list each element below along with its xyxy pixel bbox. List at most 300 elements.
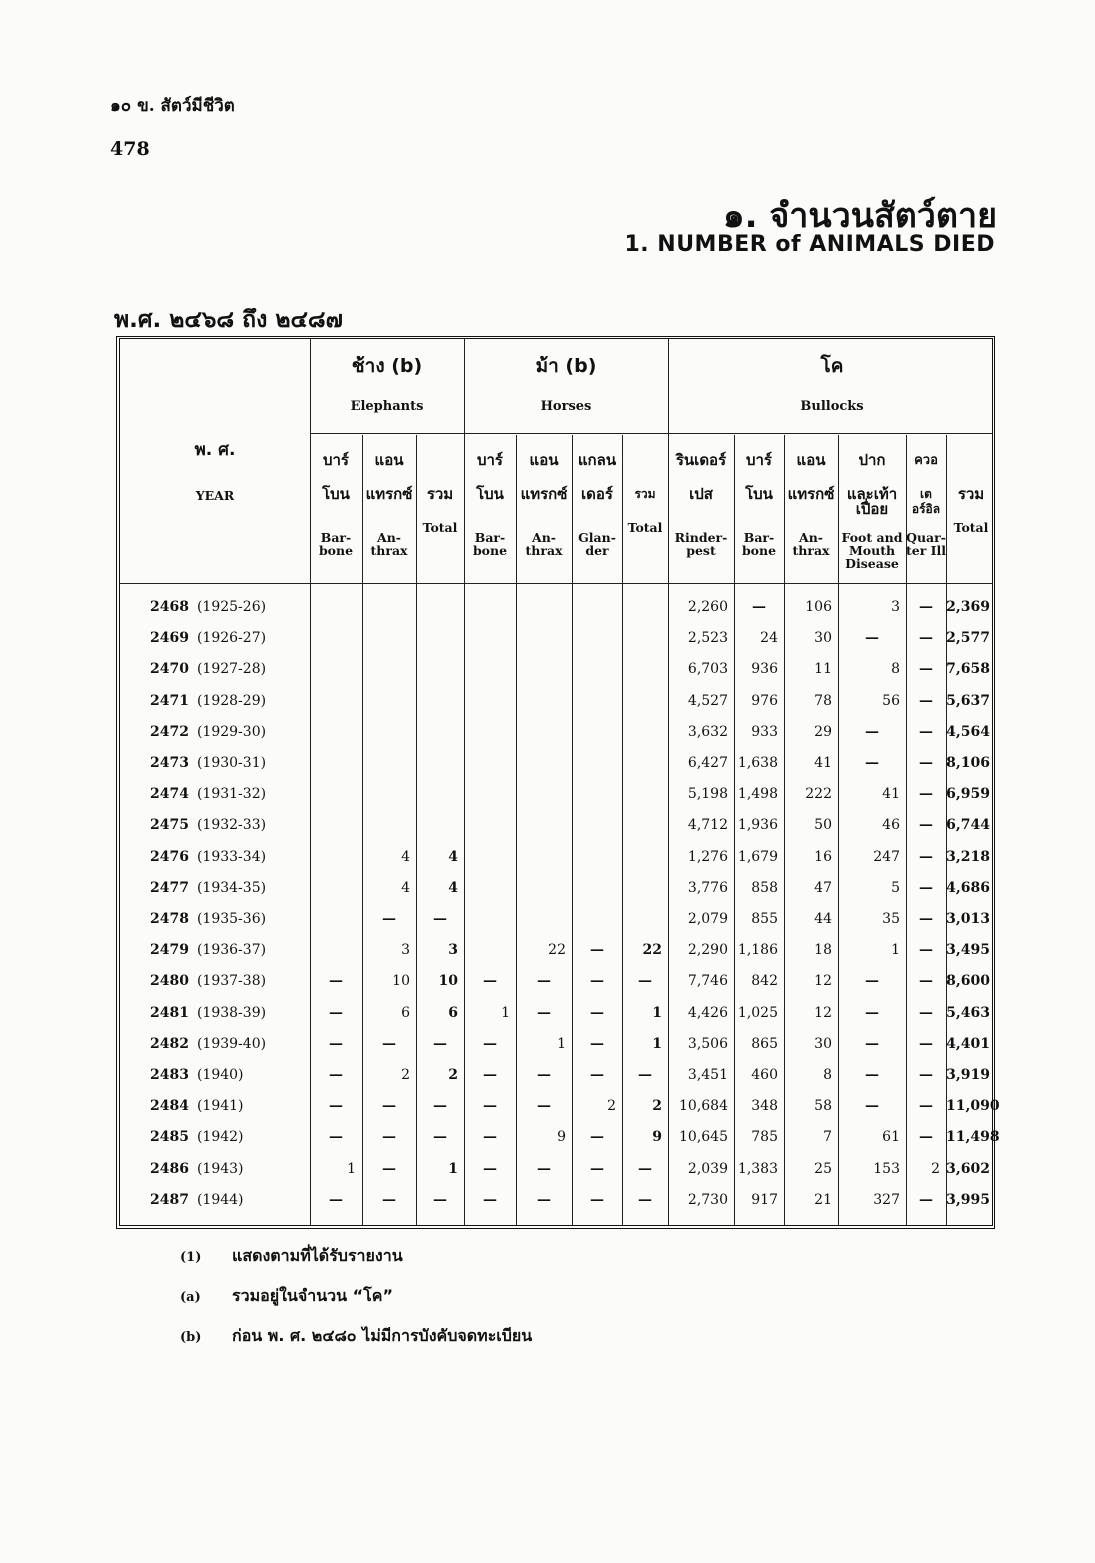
table-cell: —: [537, 1191, 551, 1208]
year-cell: [150, 717, 266, 748]
table-cell: —: [329, 1098, 343, 1115]
column-header-thai: ควอ: [914, 453, 938, 468]
table-cell: 35: [882, 911, 900, 927]
table-row: [120, 1154, 992, 1185]
gregorian-year: (1941): [196, 1098, 244, 1115]
table-row: [120, 810, 992, 841]
table-cell: 4,527: [687, 692, 728, 709]
table-row: [120, 873, 992, 904]
year-cell: [150, 904, 266, 935]
table-cell: 106: [805, 599, 832, 615]
buddhist-year: 2487: [150, 1191, 189, 1208]
table-cell: 41: [882, 786, 900, 803]
table-cell: —: [329, 1129, 343, 1146]
table-cell: —: [865, 1035, 879, 1052]
column-header-thai: แอน: [529, 451, 559, 469]
table-cell: —: [919, 973, 933, 990]
table-cell: —: [919, 817, 933, 834]
buddhist-year: 2486: [150, 1160, 189, 1177]
table-cell: 785: [751, 1129, 778, 1146]
year-cell: [150, 1154, 244, 1185]
year-cell: [150, 623, 266, 654]
table-cell: 3: [448, 942, 458, 959]
table-cell: —: [483, 973, 497, 990]
table-cell: —: [638, 973, 652, 990]
column-header-english: An- thrax: [370, 530, 408, 558]
column-header-thai: โบน: [476, 485, 504, 503]
gregorian-year: (1926-27): [196, 630, 267, 647]
table-cell: —: [919, 630, 933, 647]
table-cell: 2: [607, 1098, 616, 1115]
year-cell: [150, 592, 266, 623]
table-cell: 50: [814, 817, 832, 834]
table-cell: —: [483, 1035, 497, 1052]
table-cell: 8,600: [946, 973, 990, 990]
table-cell: 1: [347, 1160, 356, 1177]
table-cell: 3,995: [946, 1191, 990, 1208]
gregorian-year: (1940): [196, 1067, 244, 1083]
table-cell: 348: [751, 1098, 778, 1115]
group-header-english: Horses: [540, 399, 592, 414]
animals-died-table: [116, 336, 1000, 1229]
table-cell: —: [329, 1035, 343, 1052]
table-cell: 6,703: [687, 661, 728, 678]
table-cell: 46: [882, 817, 900, 834]
column-header-english: Glan- der: [578, 530, 616, 558]
column-header-thai: รวม: [957, 485, 985, 503]
column-header-english: Bar- bone: [318, 530, 354, 558]
table-row: [120, 592, 992, 623]
gregorian-year: (1938-39): [196, 1004, 267, 1021]
table-cell: 2,039: [687, 1160, 728, 1177]
table-cell: 8: [823, 1067, 832, 1083]
table-cell: —: [919, 848, 933, 865]
table-cell: 3,632: [687, 723, 728, 740]
table-cell: 858: [751, 879, 778, 896]
footnote: [180, 1244, 403, 1269]
table-cell: 21: [814, 1191, 832, 1208]
table-cell: 460: [751, 1067, 778, 1083]
gregorian-year: (1929-30): [196, 723, 267, 740]
column-header-english: Quar- ter Ill: [906, 530, 947, 558]
table-cell: 4,686: [946, 879, 990, 896]
table-cell: 1: [891, 942, 900, 959]
table-row: [120, 654, 992, 685]
table-cell: —: [537, 973, 551, 990]
table-cell: 842: [751, 973, 778, 990]
gregorian-year: (1927-28): [196, 661, 267, 678]
year-cell: [150, 686, 266, 717]
table-cell: 6,959: [946, 786, 990, 803]
table-cell: —: [865, 1098, 879, 1115]
buddhist-year: 2474: [150, 786, 189, 803]
table-cell: —: [919, 911, 933, 927]
table-cell: 8,106: [946, 755, 990, 771]
table-cell: —: [919, 661, 933, 678]
column-header-thai: ปาก: [858, 451, 886, 469]
table-row: [120, 748, 992, 779]
table-cell: 58: [814, 1098, 832, 1115]
table-cell: —: [919, 599, 933, 615]
page-number: 478: [110, 138, 150, 160]
table-cell: 4,426: [687, 1004, 728, 1021]
table-cell: 1,276: [687, 848, 728, 865]
table-cell: 1,186: [737, 942, 778, 959]
table-cell: 29: [814, 723, 832, 740]
buddhist-year: 2481: [150, 1004, 189, 1021]
table-cell: 3,451: [687, 1067, 728, 1083]
table-cell: 4,401: [946, 1035, 990, 1052]
buddhist-year: 2478: [150, 911, 189, 927]
table-row: [120, 623, 992, 654]
year-cell: [150, 842, 266, 873]
table-cell: —: [919, 879, 933, 896]
table-cell: —: [433, 1035, 447, 1052]
table-cell: —: [865, 1067, 879, 1083]
column-header-thai: แทรกซ์: [787, 485, 835, 503]
table-cell: 2: [931, 1160, 940, 1177]
table-cell: 78: [814, 692, 832, 709]
table-cell: —: [382, 911, 396, 927]
table-row: [120, 998, 992, 1029]
column-header-thai: รวม: [426, 485, 454, 503]
year-cell: [150, 810, 266, 841]
table-cell: —: [537, 1067, 551, 1083]
column-header-thai: แทรกซ์: [365, 485, 413, 503]
title-english: 1. NUMBER of ANIMALS DIED: [624, 232, 995, 257]
table-cell: 30: [814, 1035, 832, 1052]
table-cell: —: [382, 1191, 396, 1208]
table-cell: —: [590, 1129, 604, 1146]
table-cell: 7: [823, 1129, 832, 1146]
year-cell: [150, 1029, 266, 1060]
table-cell: 5,198: [687, 786, 728, 803]
year-cell: [150, 873, 266, 904]
table-cell: 25: [814, 1160, 832, 1177]
table-cell: —: [382, 1098, 396, 1115]
title-thai: ๑. จำนวนสัตว์ตาย: [723, 196, 997, 236]
table-cell: —: [433, 1098, 447, 1115]
table-cell: 3,495: [946, 942, 990, 959]
table-cell: —: [382, 1035, 396, 1052]
table-cell: 18: [814, 942, 832, 959]
table-cell: 2,523: [687, 630, 728, 647]
table-cell: 1,638: [737, 755, 778, 771]
table-cell: —: [433, 911, 447, 927]
gregorian-year: (1943): [196, 1160, 244, 1177]
table-row: [120, 717, 992, 748]
column-header-english: Total: [953, 520, 989, 535]
table-cell: 865: [751, 1035, 778, 1052]
buddhist-year: 2479: [150, 942, 189, 959]
group-header-thai: ช้าง (b): [351, 355, 423, 377]
table-cell: —: [638, 1067, 652, 1083]
column-header-english: An- thrax: [792, 530, 830, 558]
table-cell: 11,498: [946, 1129, 1000, 1146]
buddhist-year: 2473: [150, 755, 189, 771]
table-cell: —: [752, 599, 766, 615]
table-cell: —: [919, 755, 933, 771]
gregorian-year: (1933-34): [196, 848, 267, 865]
year-cell: [150, 1060, 244, 1091]
table-cell: 4,712: [687, 817, 728, 834]
buddhist-year: 2477: [150, 879, 189, 896]
table-cell: 4: [448, 848, 458, 865]
table-cell: 2,079: [687, 911, 728, 927]
table-cell: —: [590, 1004, 604, 1021]
table-cell: —: [590, 1191, 604, 1208]
column-header-thai: แกลน: [577, 451, 617, 469]
footnote-key: (b): [180, 1330, 202, 1345]
table-cell: 8: [891, 661, 900, 678]
column-header-thai: แทรกซ์: [520, 485, 568, 503]
table-cell: 2: [652, 1098, 662, 1115]
buddhist-year: 2471: [150, 692, 189, 709]
footnote: [180, 1324, 532, 1349]
table-cell: —: [537, 1160, 551, 1177]
table-cell: 22: [642, 942, 662, 959]
table-cell: 6,427: [687, 755, 728, 771]
table-cell: 933: [751, 723, 778, 740]
buddhist-year: 2469: [150, 630, 189, 647]
buddhist-year: 2475: [150, 817, 189, 834]
table-cell: 47: [814, 879, 832, 896]
table-cell: 10: [438, 973, 458, 990]
table-cell: 2,290: [687, 942, 728, 959]
header-bottom-divider: [120, 583, 992, 584]
column-header-english: Bar- bone: [472, 530, 508, 558]
table-cell: 153: [873, 1160, 900, 1177]
table-cell: 327: [873, 1191, 900, 1208]
table-cell: 2,369: [946, 599, 990, 615]
table-cell: 247: [873, 848, 900, 865]
table-cell: —: [590, 1160, 604, 1177]
table-cell: —: [865, 723, 879, 740]
table-cell: 24: [760, 630, 778, 647]
table-cell: 7,746: [687, 973, 728, 990]
table-cell: 3,218: [946, 848, 990, 865]
buddhist-year: 2472: [150, 723, 189, 740]
table-cell: 10,645: [679, 1129, 728, 1146]
table-cell: 3,506: [687, 1035, 728, 1052]
buddhist-year: 2468: [150, 599, 189, 615]
table-cell: 1: [557, 1035, 566, 1052]
period-label: พ.ศ. ๒๔๖๘ ถึง ๒๔๘๗: [114, 307, 343, 333]
table-cell: —: [590, 1035, 604, 1052]
footnote-key: (a): [180, 1290, 201, 1305]
table-cell: —: [865, 755, 879, 771]
column-header-thai: และเท้าเปื่อย: [846, 485, 898, 518]
buddhist-year: 2482: [150, 1035, 189, 1052]
group-header-thai: ม้า (b): [535, 355, 597, 377]
table-cell: —: [919, 723, 933, 740]
table-cell: 6: [401, 1004, 410, 1021]
table-cell: 1,936: [737, 817, 778, 834]
table-cell: —: [919, 1067, 933, 1083]
table-cell: 1: [501, 1004, 510, 1021]
table-cell: 4,564: [946, 723, 990, 740]
table-cell: —: [919, 1035, 933, 1052]
table-cell: —: [483, 1129, 497, 1146]
column-header-english: Foot and Mouth Disease: [841, 530, 903, 571]
table-cell: 917: [751, 1191, 778, 1208]
column-header-english: Rinder- pest: [674, 530, 728, 558]
group-header-thai: โค: [820, 355, 844, 377]
table-cell: —: [537, 1098, 551, 1115]
year-cell: [150, 966, 266, 997]
gregorian-year: (1925-26): [196, 599, 267, 615]
table-cell: 3,919: [946, 1067, 990, 1083]
column-header-thai: เดอร์: [581, 485, 613, 503]
table-cell: 1: [448, 1160, 458, 1177]
table-cell: 1,383: [737, 1160, 778, 1177]
year-cell: [150, 1185, 244, 1216]
table-cell: —: [919, 692, 933, 709]
year-cell: [150, 779, 266, 810]
column-header-thai: แอน: [374, 451, 404, 469]
table-cell: 4: [448, 879, 458, 896]
table-cell: —: [382, 1129, 396, 1146]
table-cell: 2: [448, 1067, 458, 1083]
year-cell: [150, 998, 266, 1029]
table-cell: —: [329, 973, 343, 990]
table-cell: 9: [557, 1129, 566, 1146]
gregorian-year: (1942): [196, 1129, 244, 1146]
table-cell: —: [483, 1160, 497, 1177]
table-cell: 2: [401, 1067, 410, 1083]
table-cell: 2,730: [687, 1191, 728, 1208]
table-cell: —: [865, 630, 879, 647]
table-row: [120, 966, 992, 997]
table-row: [120, 1185, 992, 1216]
section-header: ๑๐ ข. สัตว์มีชีวิต: [110, 96, 235, 116]
column-header-thai: โบน: [322, 485, 350, 503]
table-cell: 5: [891, 879, 900, 896]
gregorian-year: (1928-29): [196, 692, 267, 709]
table-cell: 41: [814, 755, 832, 771]
table-cell: 22: [548, 942, 566, 959]
table-cell: 6,744: [946, 817, 990, 834]
gregorian-year: (1935-36): [196, 911, 267, 927]
gregorian-year: (1931-32): [196, 786, 267, 803]
table-cell: —: [638, 1191, 652, 1208]
column-header-thai: รินเดอร์: [675, 451, 727, 469]
table-cell: 3: [891, 599, 900, 615]
column-header-thai: เปส: [689, 485, 713, 503]
year-cell: [150, 1122, 244, 1153]
table-row: [120, 1122, 1000, 1153]
table-cell: —: [919, 1129, 933, 1146]
buddhist-year: 2484: [150, 1098, 189, 1115]
table-cell: 11: [814, 661, 832, 678]
footnote-key: (1): [180, 1250, 202, 1265]
table-cell: 1,025: [737, 1004, 778, 1021]
table-row: [120, 935, 992, 966]
column-header-thai: บาร์: [745, 451, 772, 469]
table-cell: 10,684: [679, 1098, 728, 1115]
table-cell: 1: [652, 1004, 662, 1021]
buddhist-year: 2476: [150, 848, 189, 865]
table-cell: 855: [751, 911, 778, 927]
table-cell: 2,260: [687, 599, 728, 615]
year-cell: [150, 748, 266, 779]
table-cell: 30: [814, 630, 832, 647]
table-cell: 222: [805, 786, 832, 803]
group-header-divider: [310, 433, 992, 434]
table-cell: 56: [882, 692, 900, 709]
table-cell: 4: [401, 848, 410, 865]
table-cell: 10: [392, 973, 410, 990]
table-cell: 1,498: [737, 786, 778, 803]
table-cell: 44: [814, 911, 832, 927]
column-header-thai: บาร์: [476, 451, 503, 469]
table-cell: —: [329, 1191, 343, 1208]
column-header-thai: แอน: [796, 451, 826, 469]
table-cell: —: [483, 1067, 497, 1083]
year-cell: [150, 1091, 244, 1122]
table-cell: —: [919, 942, 933, 959]
table-cell: 3,776: [687, 879, 728, 896]
table-cell: —: [919, 1004, 933, 1021]
year-cell: [150, 654, 266, 685]
table-cell: 3: [401, 942, 410, 959]
column-header-english: An- thrax: [525, 530, 563, 558]
table-cell: 936: [751, 661, 778, 678]
footnote-text: แสดงตามที่ได้รับรายงาน: [232, 1246, 403, 1265]
table-cell: 4: [401, 879, 410, 896]
buddhist-year: 2483: [150, 1067, 189, 1083]
table-cell: 2,577: [946, 630, 990, 647]
table-row: [120, 1029, 992, 1060]
table-cell: 16: [814, 848, 832, 865]
table-row: [120, 904, 992, 935]
table-cell: —: [590, 1067, 604, 1083]
table-cell: 11,090: [946, 1098, 1000, 1115]
table-cell: —: [537, 1004, 551, 1021]
gregorian-year: (1934-35): [196, 879, 267, 896]
table-cell: 5,463: [946, 1004, 990, 1021]
year-cell: [150, 935, 266, 966]
year-header-english: YEAR: [195, 488, 235, 503]
table-cell: —: [590, 942, 604, 959]
column-header-thai: รวม: [634, 487, 656, 501]
table-cell: 12: [814, 973, 832, 990]
table-cell: 3,013: [946, 911, 990, 927]
gregorian-year: (1944): [196, 1191, 244, 1208]
buddhist-year: 2470: [150, 661, 189, 678]
column-header-thai: เตอร์อิล: [911, 487, 941, 516]
buddhist-year: 2480: [150, 973, 189, 990]
footnote-text: ก่อน พ. ศ. ๒๔๘๐ ไม่มีการบังคับจดทะเบียน: [232, 1326, 533, 1345]
table-cell: —: [865, 1004, 879, 1021]
column-header-english: Total: [422, 520, 458, 535]
group-header-english: Elephants: [350, 399, 424, 414]
table-cell: —: [329, 1067, 343, 1083]
table-cell: 1: [652, 1035, 662, 1052]
gregorian-year: (1937-38): [196, 973, 267, 990]
table-cell: 9: [652, 1129, 662, 1146]
gregorian-year: (1936-37): [196, 942, 267, 959]
column-header-english: Bar- bone: [741, 530, 777, 558]
table-cell: —: [865, 973, 879, 990]
table-cell: —: [433, 1191, 447, 1208]
table-cell: —: [590, 973, 604, 990]
table-cell: —: [433, 1129, 447, 1146]
table-cell: —: [919, 1191, 933, 1208]
table-cell: 12: [814, 1004, 832, 1021]
table-row: [120, 686, 992, 717]
table-cell: 7,658: [946, 661, 990, 678]
